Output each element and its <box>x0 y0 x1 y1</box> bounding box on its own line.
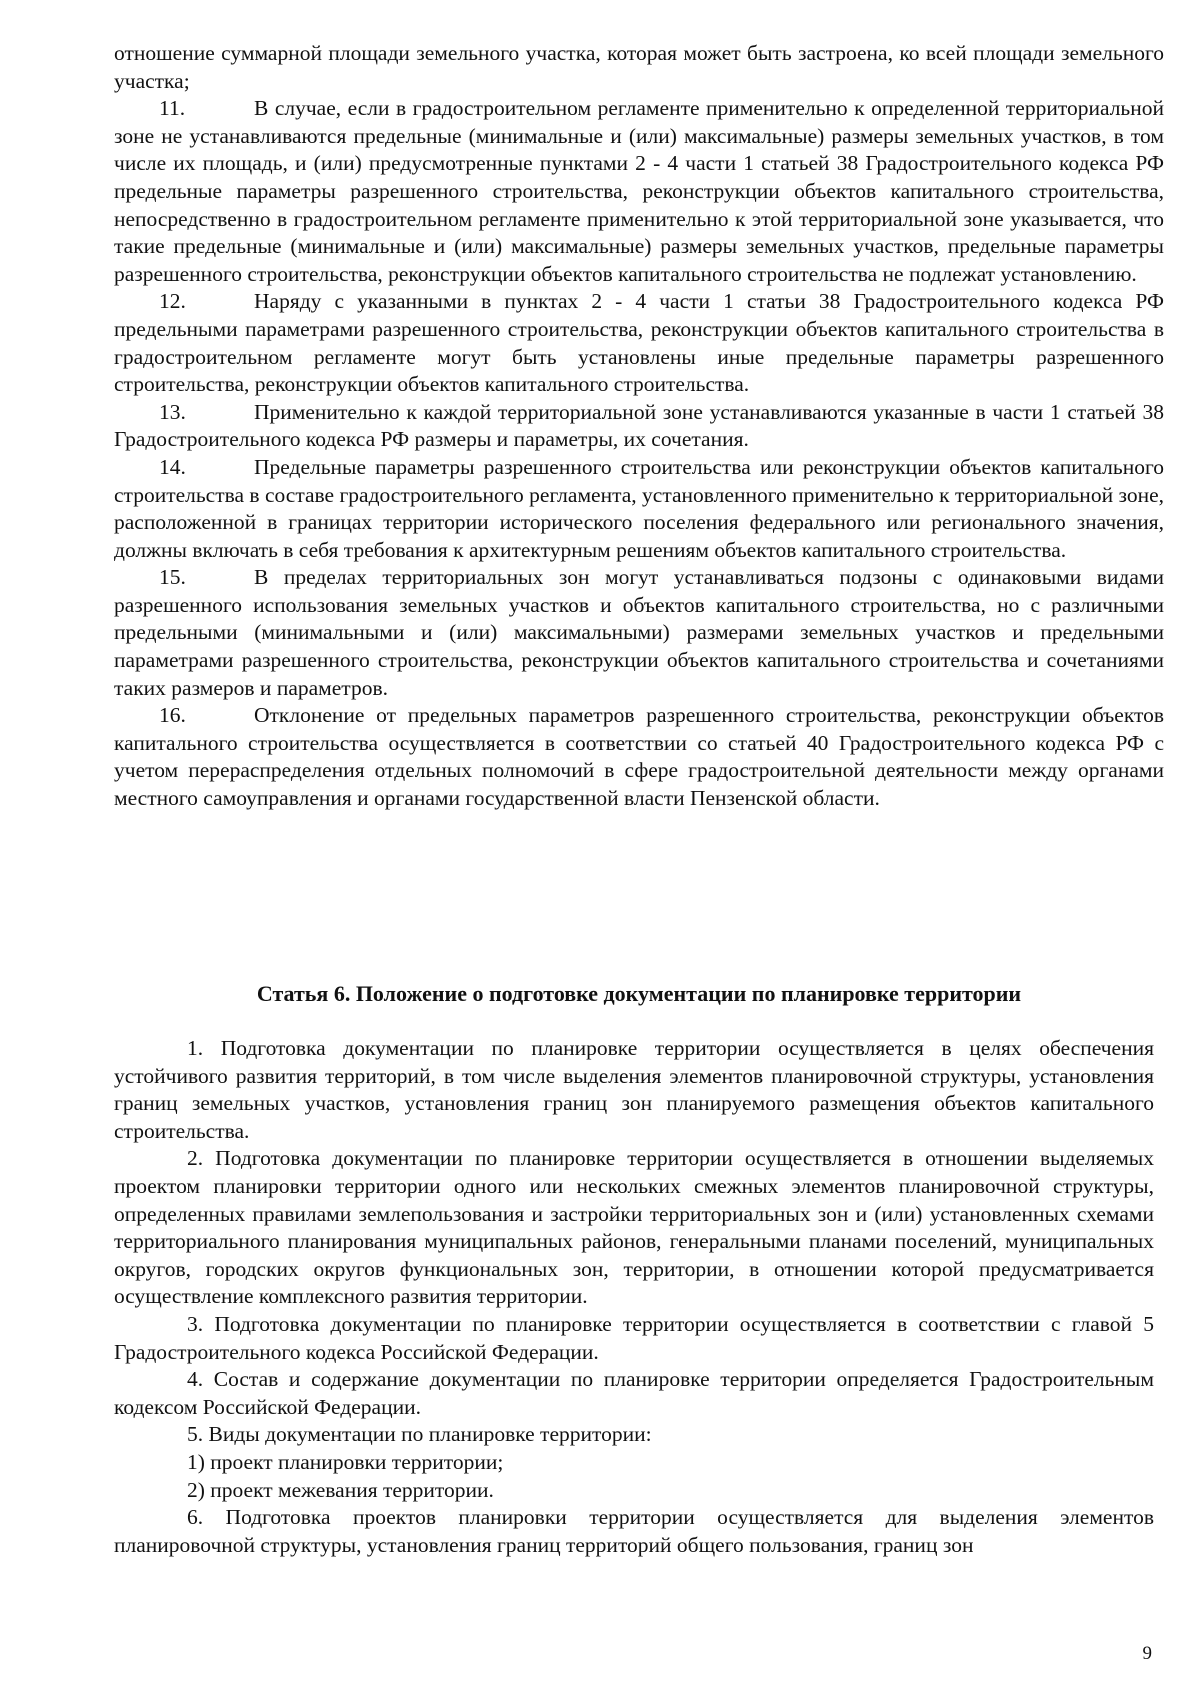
item-text: Наряду с указанными в пунктах 2 - 4 части 1 статьи 38 Градостроительного кодекса РФ предельными параметрами разрешенного строительства, реконструкции объектов капитального строительства в градостроительном регламенте могут быть установлены иные предельные параметры разрешенного строительства, реконструкции объектов капитального строительства. <box>114 289 1164 397</box>
item-paragraph <box>114 564 1164 702</box>
item-number: 13. <box>159 399 186 424</box>
item-text: Применительно к каждой территориальной зоне устанавливаются указанные в части 1 статьей 38 Градостроительного кодекса РФ размеры и параметры, их сочетания. <box>114 399 1164 452</box>
body-paragraph: 3. Подготовка документации по планировке территории осуществляется в соответствии с главой 5 Градостроительного кодекса Российской Федерации. <box>114 1311 1154 1364</box>
intro-paragraph: отношение суммарной площади земельного участка, которая может быть застроена, ко всей площади земельного участка; <box>114 41 1164 93</box>
body-paragraph: 4. Состав и содержание документации по планировке территории определяется Градостроительным кодексом Российской Федерации. <box>114 1367 1154 1419</box>
body-paragraph: 1) проект планировки территории; <box>187 1449 504 1474</box>
body-paragraph: 6. Подготовка проектов планировки территории осуществляется для выделения элементов планировочной структуры, установления границ территорий общего пользования, границ зон <box>114 1505 1154 1557</box>
item-number: 15. <box>159 565 186 590</box>
item-paragraph <box>114 702 1164 812</box>
body-paragraph: 5. Виды документации по планировке территории: <box>187 1422 652 1447</box>
item-text: В случае, если в градостроительном регламенте применительно к определенной территориальной зоне не устанавливаются предельные (минимальные и (или) максимальные) размеры земельных участков, в том числе их площадь, и (или) предусмотренные пунктами 2 - 4 части 1 статьей 38 Градостроительного кодекса РФ предельные параметры разрешенного строительства, реконструкции объектов капитального строительства, непосредственно в градостроительном регламенте применительно к этой территориальной зоне указывается, что такие предельные (минимальные и (или) максимальные) размеры земельных участков, предельные параметры разрешенного строительства, реконструкции объектов капитального строительства не подлежат установлению. <box>114 96 1164 286</box>
item-text: Отклонение от предельных параметров разрешенного строительства, реконструкции объектов капитального строительства осуществляется в соответствии со статьей 40 Градостроительного кодекса РФ с учетом перераспределения отдельных полномочий в сфере градостроительной деятельности между органами местного самоуправления и органами государственной власти Пензенской области. <box>114 703 1164 811</box>
item-number: 12. <box>159 289 186 314</box>
article-heading: Статья 6. Положение о подготовке документации по планировке территории <box>256 981 1022 1006</box>
item-paragraph <box>114 288 1164 398</box>
body-paragraph: 2. Подготовка документации по планировке территории осуществляется в отношении выделяемых проектом планировки территории одного или нескольких смежных элементов планировочной структуры, определенных правилами землепользования и застройки территориальных зон и (или) установленных схемами территориального планирования муниципальных районов, генеральными планами поселений, муниципальных округов, городских округов функциональных зон, территории, в отношении которой предусматривается осуществление комплексного развития территории. <box>114 1146 1154 1309</box>
body-paragraph: 1. Подготовка документации по планировке территории осуществляется в целях обеспечения устойчивого развития территорий, в том числе выделения элементов планировочной структуры, установления границ земельных участков, установления границ зон планируемого размещения объектов капитального строительства. <box>114 1036 1154 1143</box>
item-paragraph <box>114 399 1164 454</box>
item-number: 14. <box>159 454 186 479</box>
item-number: 16. <box>159 703 186 728</box>
item-number: 11. <box>159 96 186 121</box>
item-text: Предельные параметры разрешенного строительства или реконструкции объектов капитального строительства в составе градостроительного регламента, установленного применительно к территориальной зоне, расположенной в границах территории исторического поселения федерального или регионального значения, должны включать в себя требования к архитектурным решениям объектов капитального строительства. <box>114 454 1164 562</box>
article-body <box>114 1035 1154 1559</box>
body-paragraph: 2) проект межевания территории. <box>187 1477 494 1502</box>
item-text: В пределах территориальных зон могут устанавливаться подзоны с одинаковыми видами разрешенного использования земельных участков и объектов капитального строительства, но с различными предельными (минимальными и (или) максимальными) размерами земельных участков и предельными параметрами разрешенного строительства, реконструкции объектов капитального строительства и сочетаниями таких размеров и параметров. <box>114 565 1164 700</box>
section-continuation <box>114 40 1164 813</box>
item-paragraph <box>114 454 1164 564</box>
item-paragraph <box>114 95 1164 288</box>
page-number: 9 <box>1142 1643 1152 1664</box>
